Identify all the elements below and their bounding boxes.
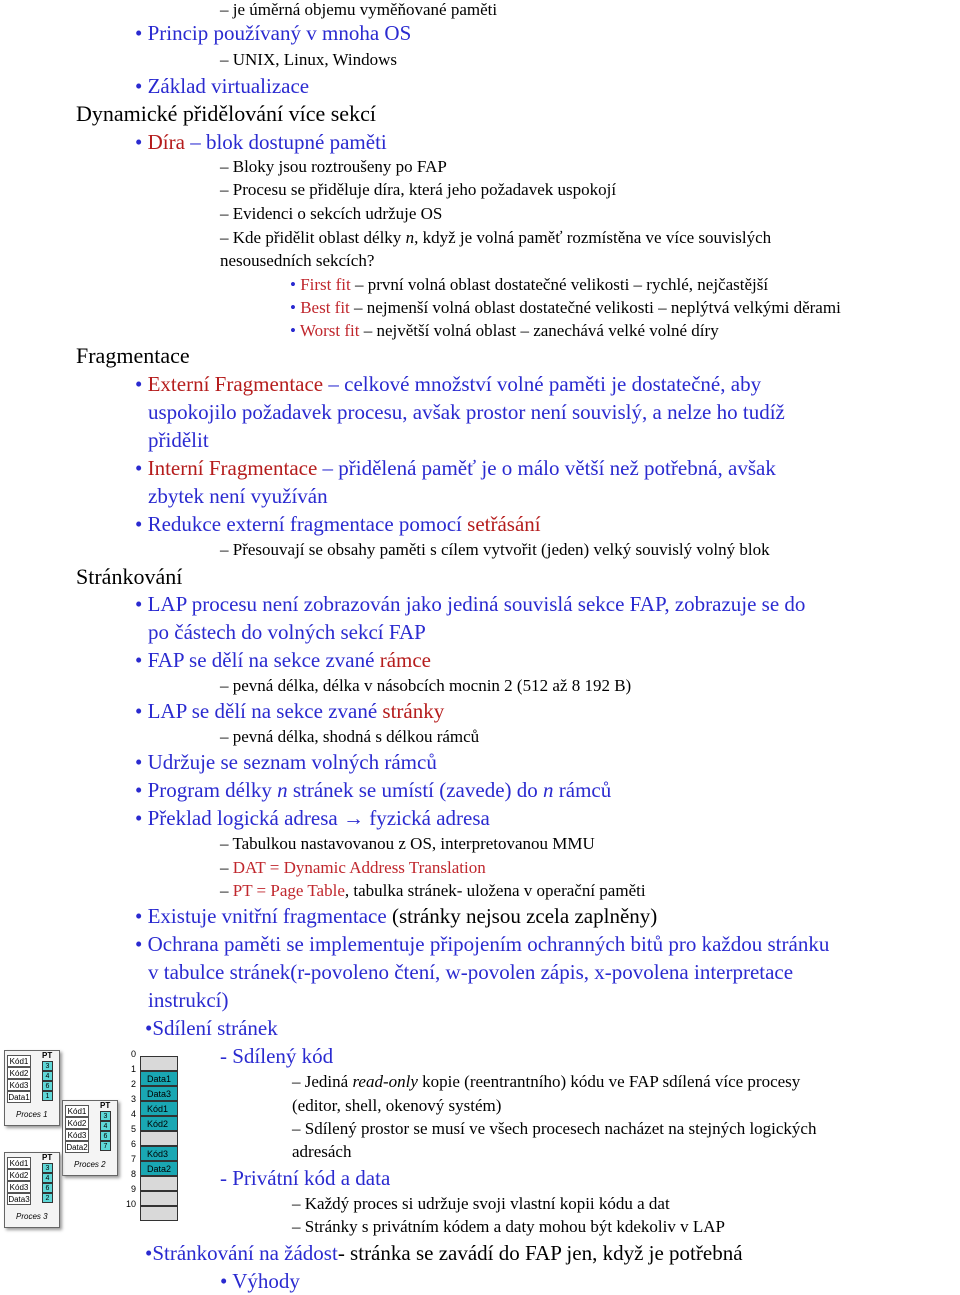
memory-frame — [140, 1206, 178, 1221]
sub-item: – DAT = Dynamic Address Translation — [220, 858, 486, 877]
sub-item: – Bloky jsou roztroušeny po FAP — [220, 157, 447, 176]
bullet-item: • Výhody — [220, 1269, 300, 1293]
pt-entry: 6 — [100, 1131, 111, 1141]
page-cell: Kód2 — [65, 1117, 89, 1129]
bullet-item: • FAP se dělí na sekce zvané rámce — [135, 648, 431, 672]
bullet-item: • Interní Fragmentace – přidělená paměť je o málo větší než potřebná, avšak — [135, 456, 776, 480]
bullet-item: • Princip používaný v mnoha OS — [135, 21, 412, 45]
sub-item: – Jediná read-only kopie (reentrantního) kódu ve FAP sdílená více procesy — [292, 1072, 801, 1091]
subsub-item: • Best fit – nejmenší volná oblast dostatečné velikosti – neplýtvá velkými děrami — [290, 298, 841, 317]
bullet-cont: uspokojilo požadavek procesu, avšak prostor není souvislý, a nelze ho tudíž — [148, 400, 785, 424]
bullet-item: • Program délky n stránek se umístí (zavede) do n rámců — [135, 778, 612, 802]
pt-entry: 6 — [42, 1183, 53, 1193]
memory-frame: Data2 — [140, 1161, 178, 1176]
bullet-item: • Ochrana paměti se implementuje připojením ochranných bitů pro každou stránku — [135, 932, 830, 956]
memory-frame — [140, 1191, 178, 1206]
sub-item: – Evidenci o sekcích udržuje OS — [220, 204, 443, 223]
pt-entry: 1 — [42, 1091, 53, 1101]
bullet-cont: zbytek není využíván — [148, 484, 328, 508]
frame-number: 10 — [125, 1199, 136, 1209]
page-cell: Kód2 — [7, 1169, 31, 1181]
page-cell: Kód2 — [7, 1067, 31, 1079]
bullet-item: • Díra – blok dostupné paměti — [135, 130, 387, 154]
pt-label: PT — [100, 1101, 111, 1110]
page-cell: Data2 — [66, 1143, 88, 1152]
bullet-item: • Překlad logická adresa → fyzická adresa — [135, 806, 490, 830]
bullet-item: •Sdílení stránek — [145, 1016, 278, 1040]
pt-entry: 7 — [100, 1141, 111, 1151]
sub-heading: - Privátní kód a data — [220, 1166, 391, 1190]
memory-frame: Data1 — [140, 1071, 178, 1086]
sub-item: – Každý proces si udržuje svoji vlastní kopii kódu a dat — [292, 1194, 670, 1213]
section-heading: Stránkování — [76, 564, 183, 589]
frame-number: 7 — [130, 1154, 136, 1164]
shared-pages-diagram — [0, 1045, 180, 1235]
sub-item: – pevná délka, shodná s délkou rámců — [220, 727, 480, 746]
bullet-item: • Redukce externí fragmentace pomocí setřásání — [135, 512, 541, 536]
memory-frame — [140, 1056, 178, 1071]
sub-item-cont: (editor, shell, okenový systém) — [292, 1096, 502, 1115]
page-cell: Kód1 — [7, 1055, 31, 1067]
memory-frame — [140, 1131, 178, 1146]
page-cell: Data3 — [8, 1195, 30, 1204]
page-cell: Data1 — [8, 1093, 30, 1102]
page-cell: Kód1 — [7, 1157, 31, 1169]
bullet-item: • Externí Fragmentace – celkové množství volné paměti je dostatečné, aby — [135, 372, 762, 396]
bullet-item: •Stránkování na žádost- stránka se zavádí do FAP jen, když je potřebná — [145, 1241, 743, 1265]
pt-entry: 4 — [42, 1173, 53, 1183]
pt-label: PT — [42, 1153, 53, 1162]
frame-number: 1 — [130, 1064, 136, 1074]
frame-number: 4 — [130, 1109, 136, 1119]
frame-number: 6 — [130, 1139, 136, 1149]
memory-frame: Data3 — [140, 1086, 178, 1101]
sub-item: – PT = Page Table, tabulka stránek- uložena v operační paměti — [220, 881, 646, 900]
memory-frame — [140, 1176, 178, 1191]
bullet-cont: instrukcí) — [148, 988, 229, 1012]
bullet-item: • Existuje vnitřní fragmentace (stránky nejsou zcela zaplněny) — [135, 904, 658, 928]
sub-item: – Stránky s privátním kódem a daty mohou být kdekoliv v LAP — [292, 1217, 725, 1236]
memory-frame: Kód1 — [140, 1101, 178, 1116]
bullet-item: • LAP procesu není zobrazován jako jediná souvislá sekce FAP, zobrazuje se do — [135, 592, 806, 616]
process-label: Proces 1 — [16, 1110, 48, 1119]
frame-number: 2 — [130, 1079, 136, 1089]
sub-heading: - Sdílený kód — [220, 1044, 334, 1068]
frame-number: 0 — [130, 1049, 136, 1059]
page-cell: Kód3 — [7, 1079, 31, 1091]
bullet-item: • Udržuje se seznam volných rámců — [135, 750, 437, 774]
memory-frame: Kód2 — [140, 1116, 178, 1131]
pt-label: PT — [42, 1051, 53, 1060]
sub-item: – Přesouvají se obsahy paměti s cílem vytvořit (jeden) velký souvislý volný blok — [220, 540, 770, 559]
frame-number: 3 — [130, 1094, 136, 1104]
process-label: Proces 2 — [74, 1160, 106, 1169]
pt-entry: 3 — [42, 1061, 53, 1071]
bullet-cont: v tabulce stránek(r-povoleno čtení, w-povolen zápis, x-povolena interpretace — [148, 960, 794, 984]
sub-item-cont: adresách — [292, 1142, 352, 1161]
sub-item: – Tabulkou nastavovanou z OS, interpretovanou MMU — [220, 834, 595, 853]
sub-item: – Procesu se přiděluje díra, která jeho požadavek uspokojí — [220, 180, 617, 199]
section-heading: Fragmentace — [76, 343, 190, 368]
pt-entry: 3 — [42, 1163, 53, 1173]
pt-entry: 4 — [100, 1121, 111, 1131]
bullet-item: • LAP se dělí na sekce zvané stránky — [135, 699, 445, 723]
pt-entry: 2 — [42, 1193, 53, 1203]
pt-entry: 4 — [42, 1071, 53, 1081]
pt-entry: 6 — [42, 1081, 53, 1091]
subsub-item: • First fit – první volná oblast dostatečné velikosti – rychlé, nejčastější — [290, 275, 769, 294]
bullet-cont: přidělit — [148, 428, 209, 452]
frame-number: 8 — [130, 1169, 136, 1179]
section-heading: Dynamické přidělování více sekcí — [76, 101, 376, 126]
bullet-cont: po částech do volných sekcí FAP — [148, 620, 426, 644]
subsub-item: • Worst fit – největší volná oblast – zanechává velké volné díry — [290, 321, 719, 340]
pt-entry: 3 — [100, 1111, 111, 1121]
page-cell: Kód3 — [7, 1181, 31, 1193]
sub-item: – UNIX, Linux, Windows — [220, 50, 398, 69]
page-cell: Kód1 — [65, 1105, 89, 1117]
text-line: – je úměrná objemu vyměňované paměti — [220, 0, 498, 19]
sub-item-cont: nesousedních sekcích? — [220, 251, 375, 270]
sub-item: – Kde přidělit oblast délky n, když je volná paměť rozmístěna ve více souvislých — [220, 228, 772, 247]
sub-item: – Sdílený prostor se musí ve všech procesech nacházet na stejných logických — [292, 1119, 817, 1138]
process-label: Proces 3 — [16, 1212, 48, 1221]
memory-frame: Kód3 — [140, 1146, 178, 1161]
bullet-item: • Základ virtualizace — [135, 74, 310, 98]
frame-number: 9 — [130, 1184, 136, 1194]
frame-number: 5 — [130, 1124, 136, 1134]
sub-item: – pevná délka, délka v násobcích mocnin 2 (512 až 8 192 B) — [220, 676, 632, 695]
page-cell: Kód3 — [65, 1129, 89, 1141]
